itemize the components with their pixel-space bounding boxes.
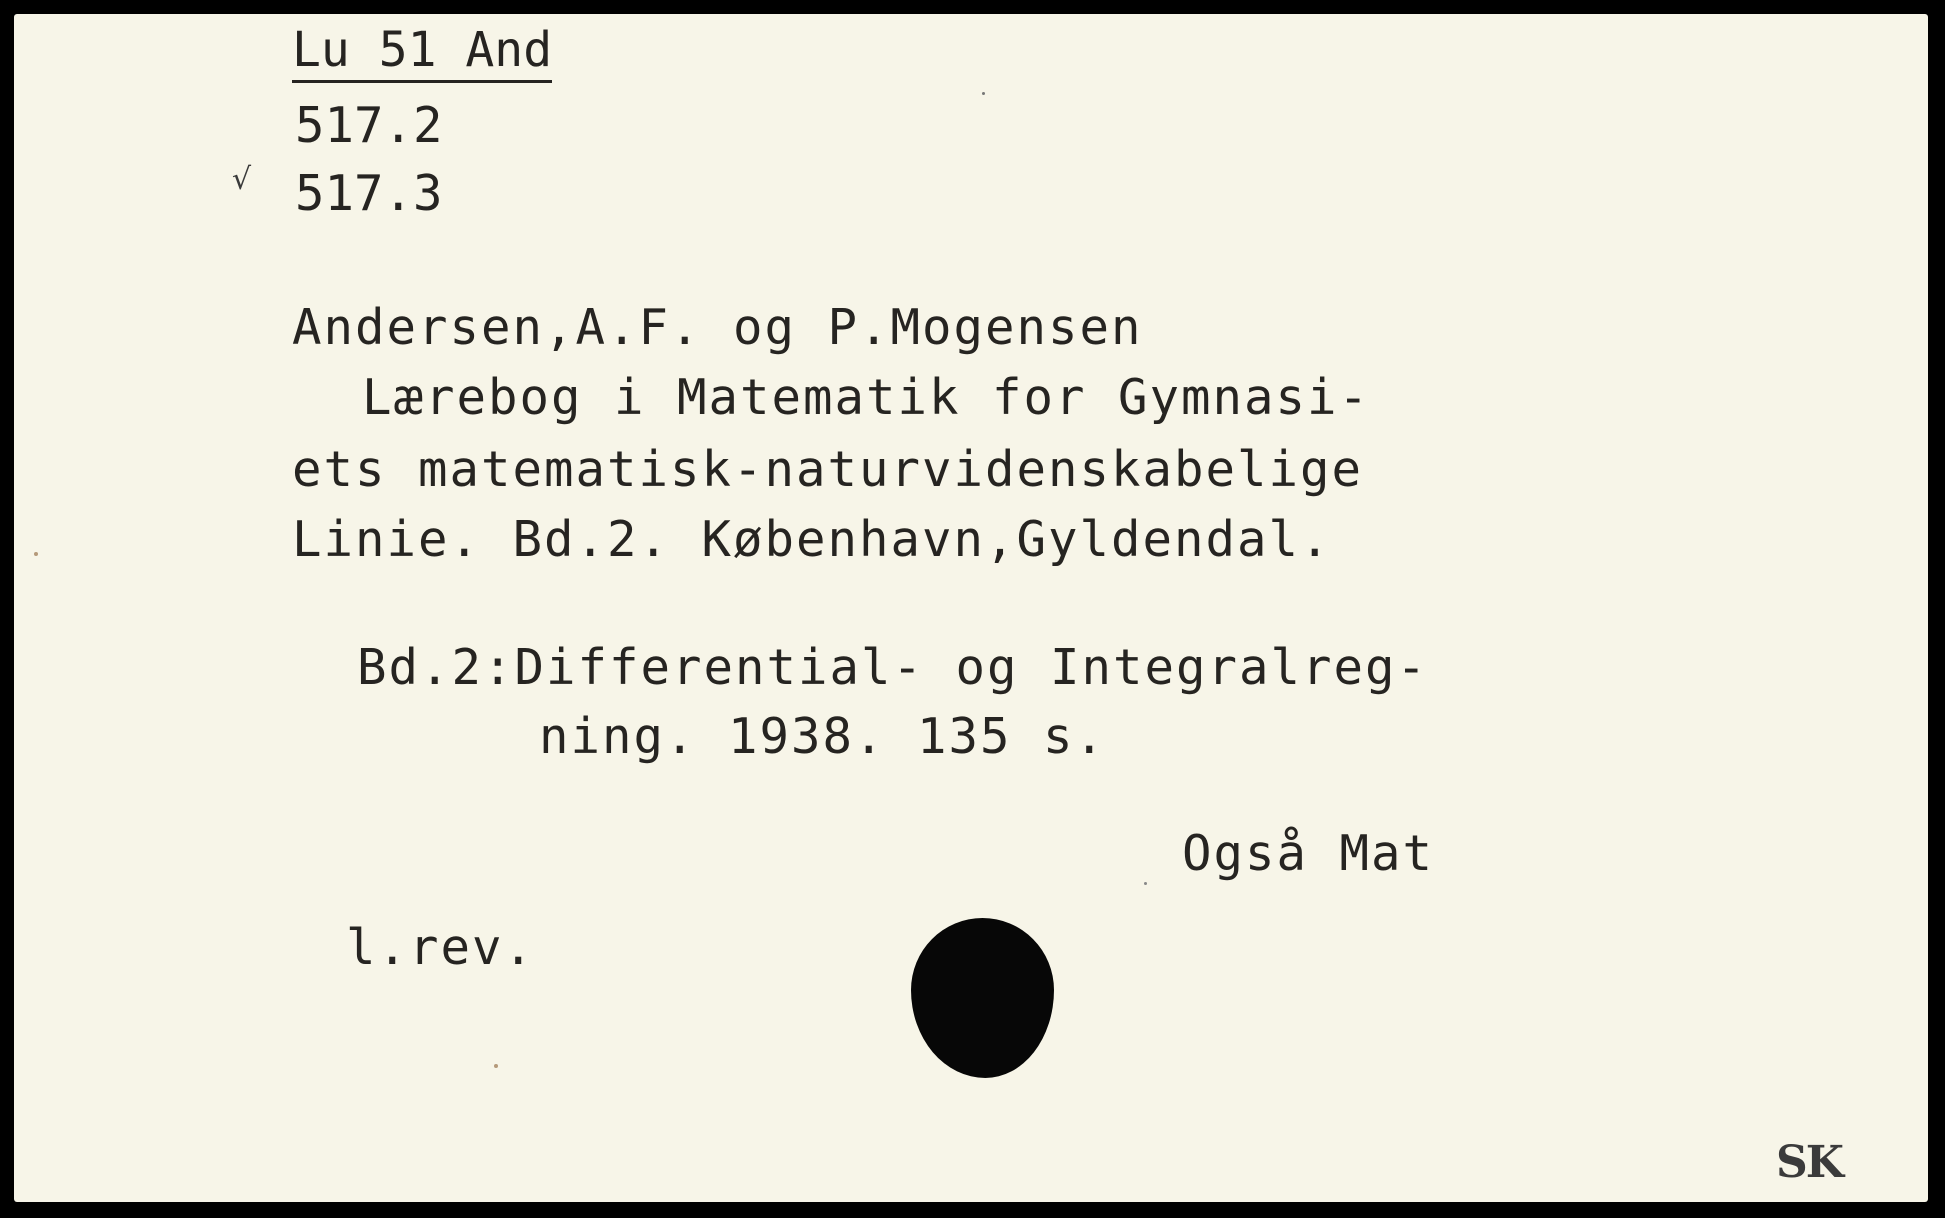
title-line: ets matematisk-naturvidenskabelige <box>292 441 1364 498</box>
revision-note: l.rev. <box>346 919 536 976</box>
paper-speck <box>1144 882 1147 885</box>
shelfmark: Lu 51 And <box>292 24 552 83</box>
check-mark-icon: √ <box>232 162 252 197</box>
punch-hole <box>911 918 1054 1078</box>
class-number: 517.3 <box>295 165 443 222</box>
volume-line: ning. 1938. 135 s. <box>539 708 1107 765</box>
title-line: Lærebog i Matematik for Gymnasi- <box>362 369 1371 426</box>
catalog-card <box>14 14 1928 1202</box>
cataloger-initials: SK <box>1776 1137 1843 1188</box>
author-heading: Andersen,A.F. og P.Mogensen <box>292 299 1143 356</box>
class-number: 517.2 <box>295 97 443 154</box>
cross-reference-note: Også Mat <box>1182 825 1435 882</box>
title-line: Linie. Bd.2. København,Gyldendal. <box>292 511 1332 568</box>
paper-speck <box>494 1064 498 1068</box>
volume-line: Bd.2:Differential- og Integralreg- <box>357 639 1429 696</box>
paper-speck <box>34 552 38 556</box>
paper-speck <box>982 92 985 95</box>
